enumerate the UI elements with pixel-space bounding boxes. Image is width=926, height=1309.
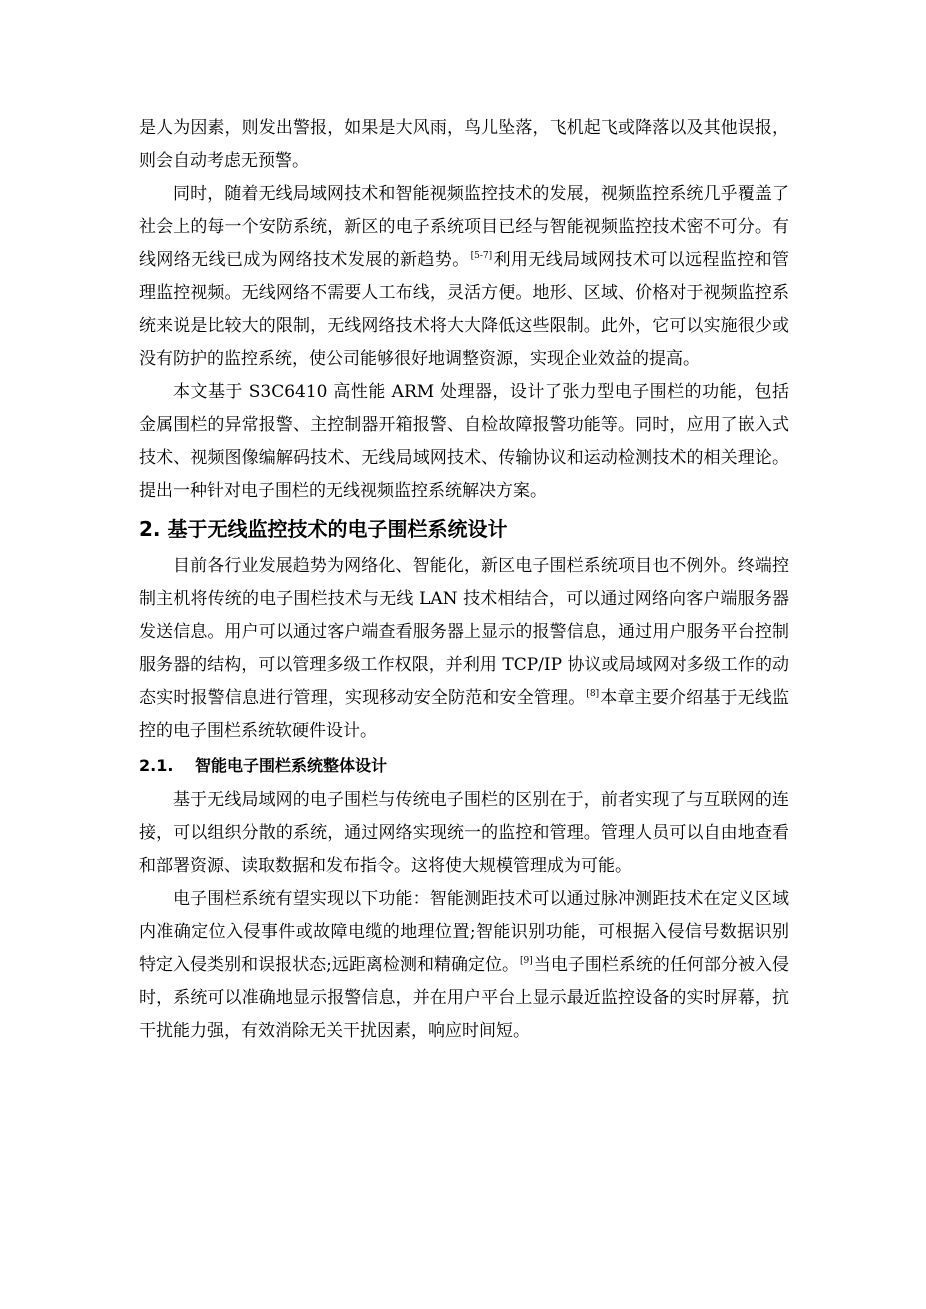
paragraph-text: 同时，随着无线局域网技术和智能视频监控技术的发展，视频监控系统几乎覆盖了社会上的每一个安防系统，新区的电子系统项目已经与智能视频监控技术密不可分。有线网络无线已成为网络技术发展的新趋势。: [139, 184, 789, 270]
paragraph-s3c6410: [139, 376, 789, 508]
paragraph-text: 是人为因素，则发出警报，如果是大风雨，鸟儿坠落，飞机起飞或降落以及其他误报，则会自动考虑无预警。: [139, 118, 789, 171]
paragraph-text: 本文基于 S3C6410 高性能 ARM 处理器，设计了张力型电子围栏的功能，包括金属围栏的异常报警、主控制器开箱报警、自检故障报警功能等。同时，应用了嵌入式技术、视频图像编解码技术、无线局域网技术、传输协议和运动检测技术的相关理论。提出一种针对电子围栏的无线视频监控系统解决方案。: [139, 382, 789, 501]
paragraph-text: 利用无线局域网技术可以远程监控和管理监控视频。无线网络不需要人工布线，灵活方便。地形、区域、价格对于视频监控系统来说是比较大的限制，无线网络技术将大大降低这些限制。此外，它可以实施很少或没有防护的监控系统，使公司能够很好地调整资源，实现企业效益的提高。: [139, 250, 790, 369]
paragraph-text: 本章主要介绍基于无线监控的电子围栏系统软硬件设计。: [139, 688, 789, 741]
paragraph-wlan-fence: [139, 784, 789, 883]
section-number: 2.1.: [139, 756, 174, 775]
paragraph-text: 基于无线局域网的电子围栏与传统电子围栏的区别在于，前者实现了与互联网的连接，可以组织分散的系统，通过网络实现统一的监控和管理。管理人员可以自由地查看和部署资源、读取数据和发布指令。这将使大规模管理成为可能。: [139, 790, 789, 876]
paragraph-text: 当电子围栏系统的任何部分被入侵时，系统可以准确地显示报警信息，并在用户平台上显示最近监控设备的实时屏幕，抗干扰能力强，有效消除无关干扰因素，响应时间短。: [139, 955, 789, 1041]
citation-ref: [8]: [586, 689, 600, 699]
citation-ref: [9]: [520, 956, 533, 966]
paragraph-text: 电子围栏系统有望实现以下功能：智能测距技术可以通过脉冲测距技术在定义区域内准确定位入侵事件或故障电缆的地理位置;智能识别功能，可根据入侵信号数据识别特定入侵类别和误报状态;远距离检测和精确定位。: [139, 889, 789, 975]
section-heading-2: [139, 512, 789, 546]
paragraph-fence-functions: [139, 883, 789, 1048]
document-page: [139, 112, 789, 1048]
paragraph-continuation: [139, 112, 789, 178]
paragraph-industry-trend: [139, 550, 789, 748]
section-heading-2-1: [139, 751, 789, 781]
citation-ref: [5-7]: [470, 251, 493, 261]
section-title: 智能电子围栏系统整体设计: [195, 756, 388, 775]
paragraph-text: 目前各行业发展趋势为网络化、智能化，新区电子围栏系统项目也不例外。终端控制主机将传统的电子围栏技术与无线 LAN 技术相结合，可以通过网络向客户端服务器发送信息。用户可以通过客户端查看服务器上显示的报警信息，通过用户服务平台控制服务器的结构，可以管理多级工作权限，并利用 TCP/IP 协议或局域网对多级工作的动态实时报警信息进行管理，实现移动安全防范和安全管理。: [139, 556, 789, 708]
section-heading-text: 2. 基于无线监控技术的电子围栏系统设计: [139, 517, 508, 541]
paragraph-wireless-lan: [139, 178, 789, 376]
